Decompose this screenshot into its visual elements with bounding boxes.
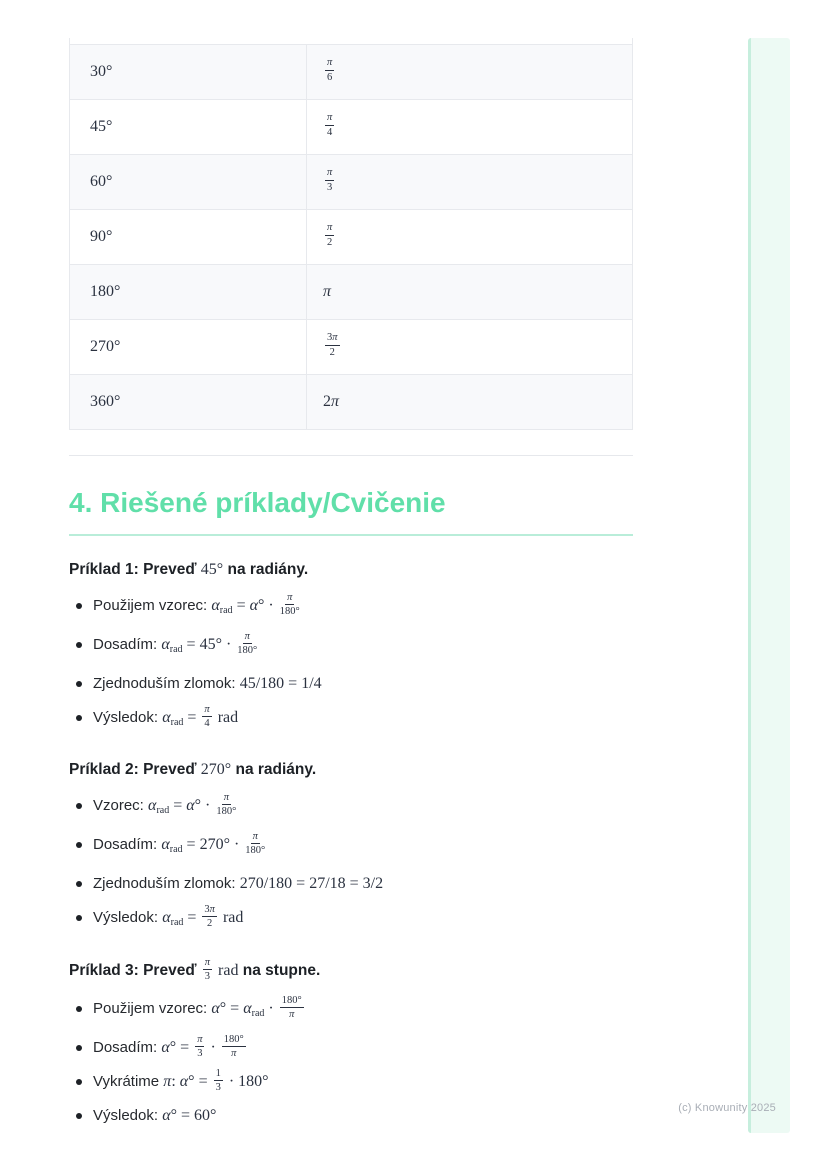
table-row <box>70 154 632 209</box>
step-item <box>93 793 633 824</box>
subscript: rad <box>219 605 233 616</box>
step-math: $\alpha_{rad} = 270^\circ$ · $\frac{\pi}{180^\circ}$ <box>161 830 266 856</box>
step-math: $\alpha_{rad}$ = $\frac{\pi}{4}$ rad <box>162 703 239 729</box>
step-math: $\alpha_{rad}$ = $\frac{3\pi}{2}$ rad <box>162 903 244 929</box>
section-divider <box>69 455 633 456</box>
fraction: $\frac{3\pi}{2}$ <box>327 332 338 358</box>
step-math: $\alpha_{rad} = \alpha^\circ$ · $\frac{\pi}{180^\circ}$ <box>148 791 237 817</box>
step-label: Použijem vzorec: <box>93 1000 212 1018</box>
step-label: Dosadím: <box>93 1039 162 1057</box>
radians-cell <box>307 210 632 264</box>
fraction: $\frac{\pi}{3}$ <box>327 167 333 193</box>
title-math: $\frac{\pi}{3}$ rad <box>204 957 239 983</box>
step-label: Dosadím: <box>93 636 162 653</box>
fraction: $\frac{\pi}{180^\circ}$ <box>237 630 258 656</box>
title-math: 270° <box>200 761 232 778</box>
subscript: rad <box>170 717 184 728</box>
right-accent-bar <box>748 38 790 1133</box>
example-title: Príklad 1: Preveď 45° na radiány. <box>69 561 309 578</box>
radians-cell <box>307 100 632 154</box>
table-row <box>70 264 632 319</box>
fraction: $\frac{\pi}{180^\circ}$ <box>216 791 237 817</box>
radians-cell: π <box>323 283 332 300</box>
subscript: rad <box>156 805 170 816</box>
step-item <box>93 1035 633 1061</box>
radians-cell <box>307 45 632 99</box>
fraction: $\frac{\pi}{4}$ <box>327 112 333 138</box>
title-math: 45° <box>200 561 224 578</box>
step-label: Zjednoduším zlomok: <box>93 675 240 692</box>
section-title: 4. Riešené príklady/Cvičenie <box>69 487 446 518</box>
step-label: Výsledok: <box>93 909 163 926</box>
step-item <box>93 705 633 736</box>
step-label: Vykrátime <box>93 1073 164 1091</box>
step-math: $\alpha_{rad} = 45^\circ$ · $\frac{\pi}{180^\circ}$ <box>161 630 258 656</box>
fraction: $\frac{\pi}{3}$ <box>197 1033 203 1059</box>
step-item <box>93 671 633 697</box>
subscript: rad <box>251 1008 265 1020</box>
fraction: $\frac{1}{3}$ <box>215 1067 221 1093</box>
table-row <box>70 209 632 264</box>
step-item <box>93 871 633 897</box>
radians-cell <box>307 155 632 209</box>
step-math: α° = 60° <box>162 1107 217 1125</box>
step-item <box>93 996 633 1027</box>
step-math: α° = $\frac{\pi}{3}$ · $\frac{180^\circ}{\pi}$ <box>161 1033 244 1059</box>
step-item <box>93 905 633 936</box>
example-title: Príklad 3: Preveď $\frac{\pi}{3}$ rad na stupne. <box>69 957 321 983</box>
step-label: Použijem vzorec: <box>93 597 212 614</box>
fraction: $\frac{\pi}{4}$ <box>204 703 210 729</box>
subscript: rad <box>169 644 183 655</box>
step-item <box>93 832 633 863</box>
degrees-cell: 30° <box>70 45 307 99</box>
degrees-cell: 360° <box>70 375 307 429</box>
fraction: $\frac{180^\circ}{\pi}$ <box>281 994 302 1020</box>
degrees-cell: 180° <box>70 265 307 319</box>
step-math: $\alpha^\circ = \alpha_{rad}$ · $\frac{180^\circ}{\pi}$ <box>211 994 302 1020</box>
table-row <box>70 44 632 99</box>
step-math: $\alpha_{rad} = \alpha^\circ$ · $\frac{\pi}{180^\circ}$ <box>211 591 300 617</box>
example-steps <box>69 996 633 1129</box>
step-item <box>93 593 633 624</box>
step-label: Výsledok: <box>93 709 163 726</box>
fraction: $\frac{\pi}{2}$ <box>327 222 333 248</box>
degrees-cell: 60° <box>70 155 307 209</box>
content-column <box>69 0 633 1137</box>
step-math: 45/180 = 1/4 <box>239 675 322 692</box>
step-label: Vzorec: <box>93 797 149 814</box>
step-item <box>93 632 633 663</box>
fraction: $\frac{\pi}{180^\circ}$ <box>245 830 266 856</box>
fraction: $\frac{\pi}{6}$ <box>327 57 333 83</box>
fraction: $\frac{\pi}{3}$ <box>204 957 211 983</box>
step-item <box>93 1069 633 1095</box>
example-title: Príklad 2: Preveď 270° na radiány. <box>69 761 317 778</box>
fraction: $\frac{3\pi}{2}$ <box>204 903 215 929</box>
example-steps <box>69 593 633 736</box>
table-row <box>70 319 632 374</box>
step-label: Výsledok: <box>93 1107 163 1125</box>
fraction: $\frac{\pi}{180^\circ}$ <box>279 591 300 617</box>
degrees-cell: 270° <box>70 320 307 374</box>
subscript: rad <box>170 917 184 928</box>
copyright-footer: (c) Knowunity 2025 <box>678 1102 776 1114</box>
step-label: Dosadím: <box>93 836 162 853</box>
degrees-cell: 45° <box>70 100 307 154</box>
degrees-radians-table <box>69 38 633 430</box>
examples-section <box>69 559 633 1129</box>
section-title-underline <box>69 534 633 536</box>
step-item <box>93 1103 633 1129</box>
subscript: rad <box>169 844 183 855</box>
radians-cell <box>307 320 632 374</box>
step-label: Zjednoduším zlomok: <box>93 875 240 892</box>
degrees-cell: 90° <box>70 210 307 264</box>
radians-cell: 2 π <box>323 393 340 410</box>
step-math: π: α° = $\frac{1}{3}$ · 180° <box>163 1067 269 1093</box>
table-row <box>70 99 632 154</box>
table-row <box>70 374 632 429</box>
step-math: 270/180 = 27/18 = 3/2 <box>239 875 384 892</box>
example-steps <box>69 793 633 936</box>
fraction: $\frac{180^\circ}{\pi}$ <box>223 1033 244 1059</box>
